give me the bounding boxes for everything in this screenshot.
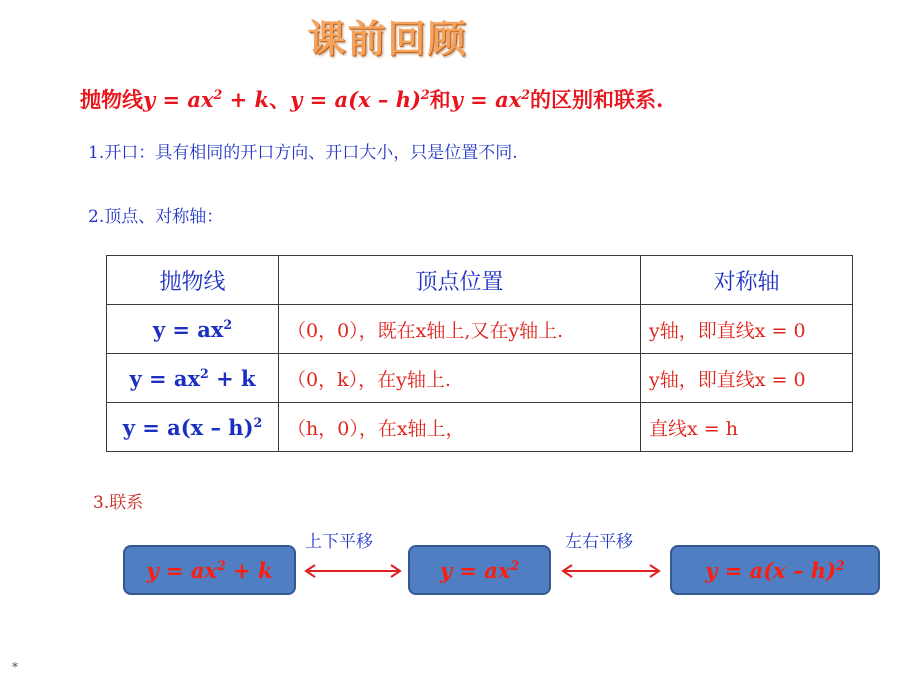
point-relation: 3.联系	[93, 493, 144, 513]
row-axis: y轴，即直线x = 0	[641, 354, 853, 403]
question-suffix: 的区别和联系.	[529, 87, 664, 112]
question-prefix: 抛物线	[80, 87, 143, 112]
row-vertex: （h，0），在x轴上，	[279, 403, 641, 452]
row-vertex: （0，k），在y轴上.	[279, 354, 641, 403]
equation-vertical-shift: $y = ax^2 + k$	[143, 87, 270, 112]
footnote-mark: *	[12, 660, 18, 674]
equation-base: $y = ax^2$	[450, 87, 530, 112]
row-equation: $y = ax^2$	[107, 305, 279, 354]
row-vertex: （0，0），既在x轴上,又在y轴上.	[279, 305, 641, 354]
comparison-table	[106, 255, 853, 452]
point-vertex-axis: 2.顶点、对称轴：	[88, 207, 224, 227]
conjunction: 和	[429, 87, 451, 112]
row-axis: y轴，即直线x = 0	[641, 305, 853, 354]
double-arrow-icon	[302, 561, 404, 581]
row-equation: y = a(x – h)$^2$	[107, 403, 279, 452]
table-header-row	[107, 256, 853, 305]
page-title: 课前回顾	[307, 17, 468, 61]
box-base-parabola: $y = ax^2$	[408, 545, 551, 595]
table-row	[107, 354, 853, 403]
box-horizontal-shift: y = a(x – h)$^2$	[670, 545, 880, 595]
label-vertical-shift: 上下平移	[305, 532, 373, 552]
equation-horizontal-shift: y = a(x – h)$^2$	[290, 87, 430, 112]
header-vertex: 顶点位置	[279, 256, 641, 305]
box-vertical-shift: $y = ax^2 + k$	[123, 545, 296, 595]
double-arrow-icon	[559, 561, 663, 581]
header-parabola: 抛物线	[107, 256, 279, 305]
point-opening: 1.开口：具有相同的开口方向、开口大小，只是位置不同.	[88, 143, 518, 163]
table-row	[107, 403, 853, 452]
question-heading	[80, 84, 663, 114]
separator: 、	[269, 87, 291, 112]
header-axis: 对称轴	[641, 256, 853, 305]
label-horizontal-shift: 左右平移	[565, 532, 633, 552]
row-axis: 直线x = h	[641, 403, 853, 452]
row-equation: $y = ax^2 + k$	[107, 354, 279, 403]
table-row	[107, 305, 853, 354]
